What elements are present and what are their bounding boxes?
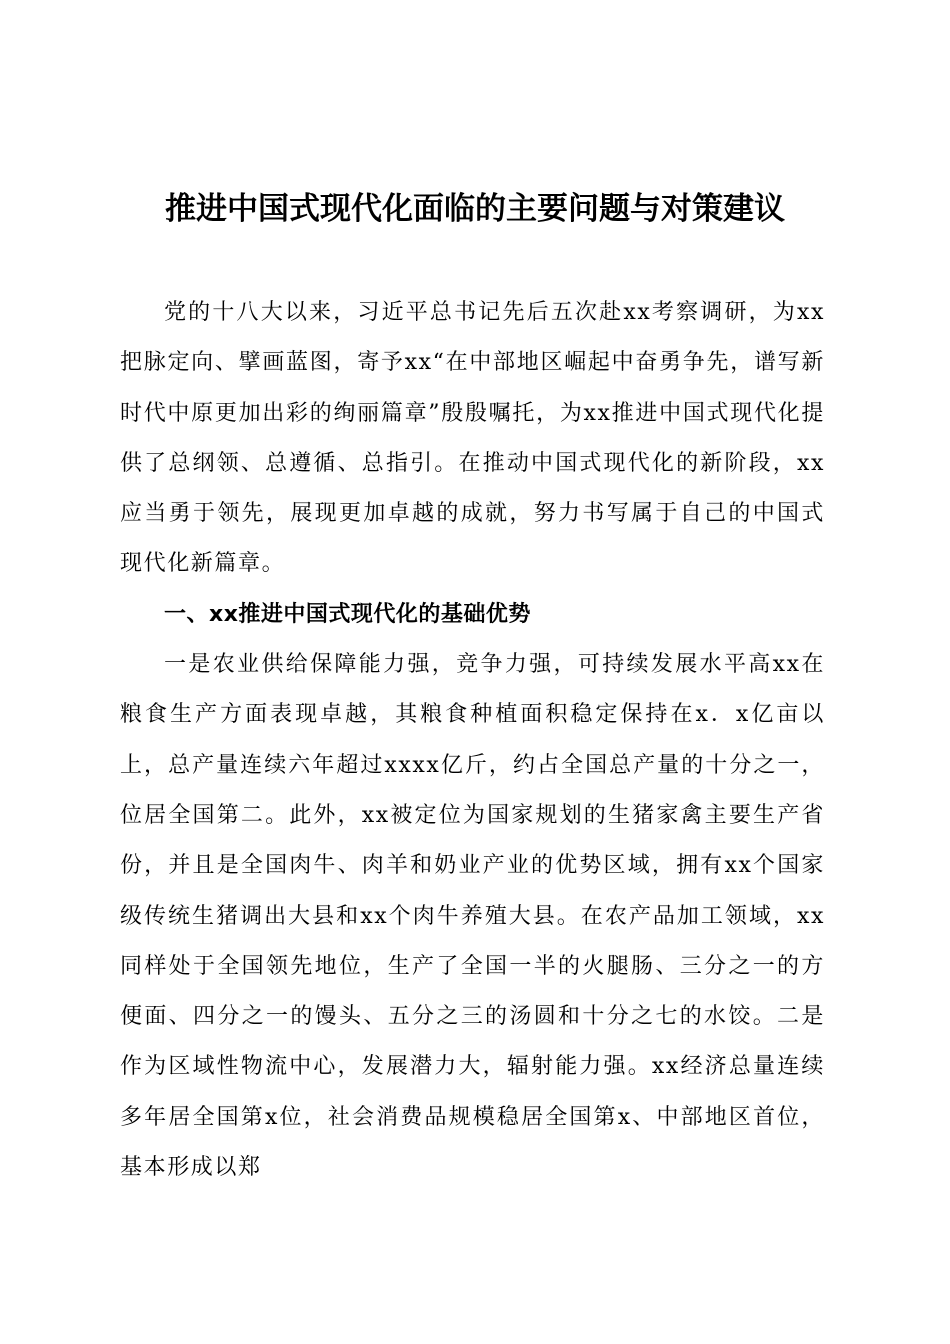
document-title: 推进中国式现代化面临的主要问题与对策建议 — [165, 191, 785, 227]
section-paragraph: 一是农业供给保障能力强，竞争力强，可持续发展水平高xx在粮食生产方面表现卓越，其粮食种植面积稳定保持在x．x亿亩以上，总产量连续六年超过xxxx亿斤，约占全国总产量的十分之一，位居全国第二。此外，xx被定位为国家规划的生猪家禽主要生产省份，并且是全国肉牛、肉羊和奶业产业的优势区域，拥有xx个国家级传统生猪调出大县和xx个肉牛养殖大县。在农产品加工领域，xx同样处于全国领先地位，生产了全国一半的火腿肠、三分之一的方便面、四分之一的馒头、五分之三的汤圆和十分之七的水饺。二是作为区域性物流中心，发展潜力大，辐射能力强。xx经济总量连续多年居全国第x位，社会消费品规模稳居全国第x、中部地区首位，基本形成以郑 — [120, 652, 825, 1181]
document-body — [120, 288, 825, 1193]
intro-paragraph: 党的十八大以来，习近平总书记先后五次赴xx考察调研，为xx把脉定向、擘画蓝图，寄予xx“在中部地区崛起中奋勇争先，谱写新时代中原更加出彩的绚丽篇章”殷殷嘱托，为xx推进中国式现代化提供了总纲领、总遵循、总指引。在推动中国式现代化的新阶段，xx应当勇于领先，展现更加卓越的成就，努力书写属于自己的中国式现代化新篇章。 — [120, 300, 825, 577]
section-heading: 一、xx推进中国式现代化的基础优势 — [164, 601, 531, 627]
